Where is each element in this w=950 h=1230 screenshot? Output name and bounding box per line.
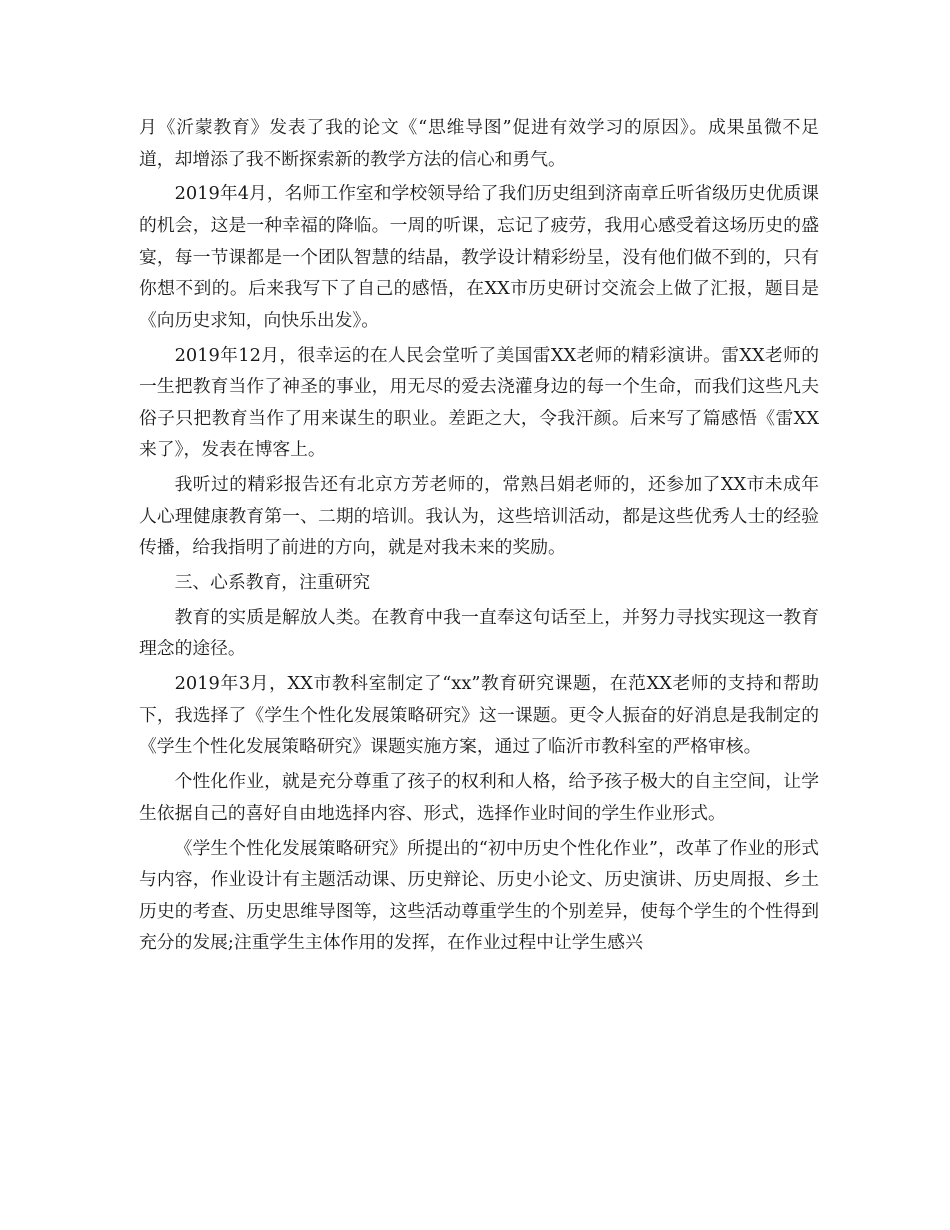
section-heading: 三、心系教育，注重研究 — [174, 572, 371, 594]
paragraph-2: 2019年4月，名师工作室和学校领导给了我们历史组到济南章丘听省级历史优质课的机会，这是一种幸福的降临。一周的听课，忘记了疲劳，我用心感受着这场历史的盛宴，每一节课都是一个团队智慧的结晶，教学设计精彩纷呈，没有他们做不到的，只有你想不到的。后来我写下了自己的感悟，在XX市历史研讨交流会上做了汇报，题目是《向历史求知，向快乐出发》。 — [139, 183, 819, 331]
document-page — [139, 112, 819, 962]
paragraph-1: 月《沂蒙教育》发表了我的论文《“思维导图”促进有效学习的原因》。成果虽微不足道，却增添了我不断探索新的教学方法的信心和勇气。 — [139, 117, 819, 170]
paragraph-8: 《学生个性化发展策略研究》所提出的“初中历史个性化作业”，改革了作业的形式与内容，作业设计有主题活动课、历史辩论、历史小论文、历史演讲、历史周报、乡土历史的考查、历史思维导图等，这些活动尊重学生的个别差异，使每个学生的个性得到充分的发展;注重学生主体作用的发挥，在作业过程中让学生感兴 — [139, 837, 819, 954]
paragraph-3: 2019年12月，很幸运的在人民会堂听了美国雷XX老师的精彩演讲。雷XX老师的一生把教育当作了神圣的事业，用无尽的爱去浇灌身边的每一个生命，而我们这些凡夫俗子只把教育当作了用来谋生的职业。差距之大，令我汗颜。后来写了篇感悟《雷XX来了》，发表在博客上。 — [139, 344, 819, 461]
paragraph-5: 教育的实质是解放人类。在教育中我一直奉这句话至上，并努力寻找实现这一教育理念的途径。 — [139, 606, 819, 660]
paragraph-6: 2019年3月，XX市教科室制定了“xx”教育研究课题，在范XX老师的支持和帮助下，我选择了《学生个性化发展策略研究》这一课题。更令人振奋的好消息是我制定的《学生个性化发展策略研究》课题实施方案，通过了临沂市教科室的严格审核。 — [139, 673, 819, 758]
paragraph-7: 个性化作业，就是充分尊重了孩子的权利和人格，给予孩子极大的自主空间，让学生依据自己的喜好自由地选择内容、形式，选择作业时间的学生作业形式。 — [139, 771, 819, 824]
paragraph-4: 我听过的精彩报告还有北京方芳老师的，常熟吕娟老师的，还参加了XX市未成年人心理健康教育第一、二期的培训。我认为，这些培训活动，都是这些优秀人士的经验传播，给我指明了前进的方向，就是对我未来的奖励。 — [139, 474, 819, 559]
